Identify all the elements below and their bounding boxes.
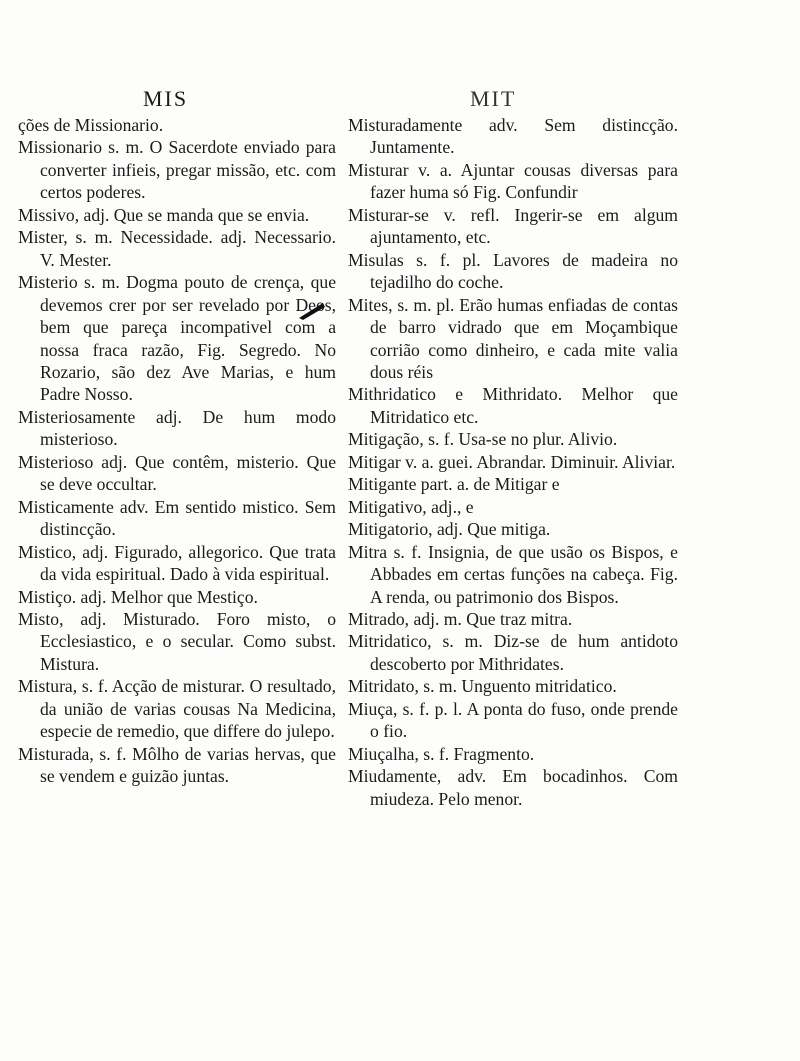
left-column xyxy=(18,114,336,788)
dictionary-entry: Misturadamente adv. Sem distincção. Juntamente. xyxy=(348,115,678,158)
dictionary-entry: Mitigativo, adj., e xyxy=(348,496,474,517)
dictionary-entry: Mithridatico e Mithridato. Melhor que Mitridatico etc. xyxy=(348,384,678,427)
dictionary-entry: Mistiço. adj. Melhor que Mestiço. xyxy=(18,586,258,607)
dictionary-entry: Miuçalha, s. f. Fragmento. xyxy=(348,743,535,764)
dictionary-entry: Mitigar v. a. guei. Abrandar. Diminuir. Aliviar. xyxy=(348,451,676,472)
dictionary-entry: Misturar v. a. Ajuntar cousas diversas para fazer huma só Fig. Confundir xyxy=(348,159,678,203)
dictionary-entry: Miudamente, adv. Em bocadinhos. Com miudeza. Pelo menor. xyxy=(348,766,678,809)
dictionary-entry: ções de Missionario. xyxy=(18,115,164,135)
dictionary-entry: Misturar-se v. refl. Ingerir-se em algum ajuntamento, etc. xyxy=(348,204,678,248)
dictionary-entry: Misulas s. f. pl. Lavores de madeira no tejadilho do coche. xyxy=(348,249,678,293)
dictionary-entry: Missionario s. m. O Sacerdote enviado para converter infieis, pregar missão, etc. com certos poderes. xyxy=(18,137,336,203)
dictionary-entry: Misticamente adv. Em sentido mistico. Sem distincção. xyxy=(18,496,336,540)
dictionary-entry: Mitigatorio, adj. Que mitiga. xyxy=(348,519,551,540)
dictionary-entry: Mister, s. m. Necessidade. adj. Necessario. V. Mester. xyxy=(18,227,336,270)
dictionary-entry: Mistico, adj. Figurado, allegorico. Que trata da vida espiritual. Dado à vida espiritual. xyxy=(18,541,336,585)
dictionary-entry: Misterio s. m. Dogma pouto de crença, que devemos crer por ser revelado por Deos, bem que pareça incompativel com a nossa fraca razão, Fig. Segredo. No Rozario, são dez Ave Marias, e hum Padre Nosso. xyxy=(18,272,336,405)
dictionary-entry: Mitrado, adj. m. Que traz mitra. xyxy=(348,608,573,629)
ink-mark xyxy=(297,300,327,322)
dictionary-entry: Misturada, s. f. Môlho de varias hervas, que se vendem e guizão juntas. xyxy=(18,743,336,787)
page-header-right: MIT xyxy=(470,86,517,111)
dictionary-entry: Mitigante part. a. de Mitigar e xyxy=(348,474,560,495)
dictionary-entry: Misteriosamente adj. De hum modo misterioso. xyxy=(18,406,336,450)
dictionary-entry: Misterioso adj. Que contêm, misterio. Que se deve occultar. xyxy=(18,451,336,495)
dictionary-entry: Missivo, adj. Que se manda que se envia. xyxy=(18,204,310,225)
dictionary-entry: Mistura, s. f. Acção de misturar. O resultado, da união de varias cousas Na Medicina, especie de remedio, que differe do julepo. xyxy=(18,676,336,742)
page-header-left: MIS xyxy=(143,86,189,111)
dictionary-entry: Mitigação, s. f. Usa-se no plur. Alivio. xyxy=(348,429,618,450)
dictionary-entry: Mitridatico, s. m. Diz-se de hum antidoto descoberto por Mithridates. xyxy=(348,631,678,674)
dictionary-entry: Mitridato, s. m. Unguento mitridatico. xyxy=(348,676,617,697)
dictionary-entry: Mites, s. m. pl. Erão humas enfiadas de contas de barro vidrado que em Moçambique corrião como dinheiro, e cada mite valia dous réis xyxy=(348,294,678,382)
dictionary-entry: Miuça, s. f. p. l. A ponta do fuso, onde prende o fio. xyxy=(348,698,678,742)
right-column xyxy=(348,114,678,810)
dictionary-entry: Misto, adj. Misturado. Foro misto, o Ecclesiastico, e o secular. Como subst. Mistura. xyxy=(18,608,336,674)
dictionary-entry: Mitra s. f. Insignia, de que usão os Bispos, e Abbades em certas funções na cabeça. Fig. A renda, ou patrimonio dos Bispos. xyxy=(348,541,678,607)
